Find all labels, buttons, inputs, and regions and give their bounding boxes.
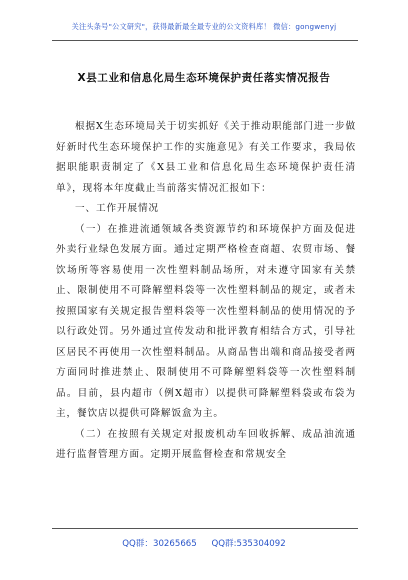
footer-divider: [52, 528, 358, 529]
qq-group-1: QQ群：30265665: [122, 539, 197, 549]
header-note: 关注头条号"公文研究"，获得最新最全最专业的公文资料库！ 微信：gongwenyj: [71, 22, 337, 31]
section-heading: 一、工作开展情况: [75, 203, 159, 214]
body-paragraph-1: （一）在推进流通领域各类资源节约和环境保护方面及促进外卖行业绿色发展方面。通过定期严格检查商超、农贸市场、餐饮场所等容易使用一次性塑料制品场所，对未遵守国家有关禁止、限制使用不可降解塑料袋等一次性塑料制品的规定，或者未按照国家有关规定报告塑料袋等一次性塑料制品的使用情况的予以行政处罚。另外通过宣传发动和批评教育相结合方式，引导社区居民不再使用一次性塑料制品。从商品售出端和商品接受者两方面同时推进禁止、限制使用不可降解塑料袋等一次性塑料制品。目前，县内超市（例X超市）以提供可降解塑料袋或布袋为主，餐饮店以提供可降解饭盒为主。: [56, 223, 356, 419]
qq-group-2: QQ群:535304092: [211, 539, 286, 549]
intro-paragraph: 根据X生态环境局关于切实抓好《关于推动职能部门进一步做好新时代生态环境保护工作的实施意见》有关工作要求，我局依据职能职责制定了《X县工业和信息化局生态环境保护责任清单》，现将本年度截止当前落实情况汇报如下：: [56, 121, 356, 194]
header-divider: [52, 40, 358, 41]
document-title: X县工业和信息化局生态环境保护责任落实情况报告: [77, 72, 331, 84]
footer-contacts: [0, 537, 408, 549]
body-paragraph-2: （二）在按照有关规定对报废机动车回收拆解、成品油流通进行监督管理方面。定期开展监督检查和常规安全: [56, 428, 356, 460]
document-body: [56, 117, 356, 466]
